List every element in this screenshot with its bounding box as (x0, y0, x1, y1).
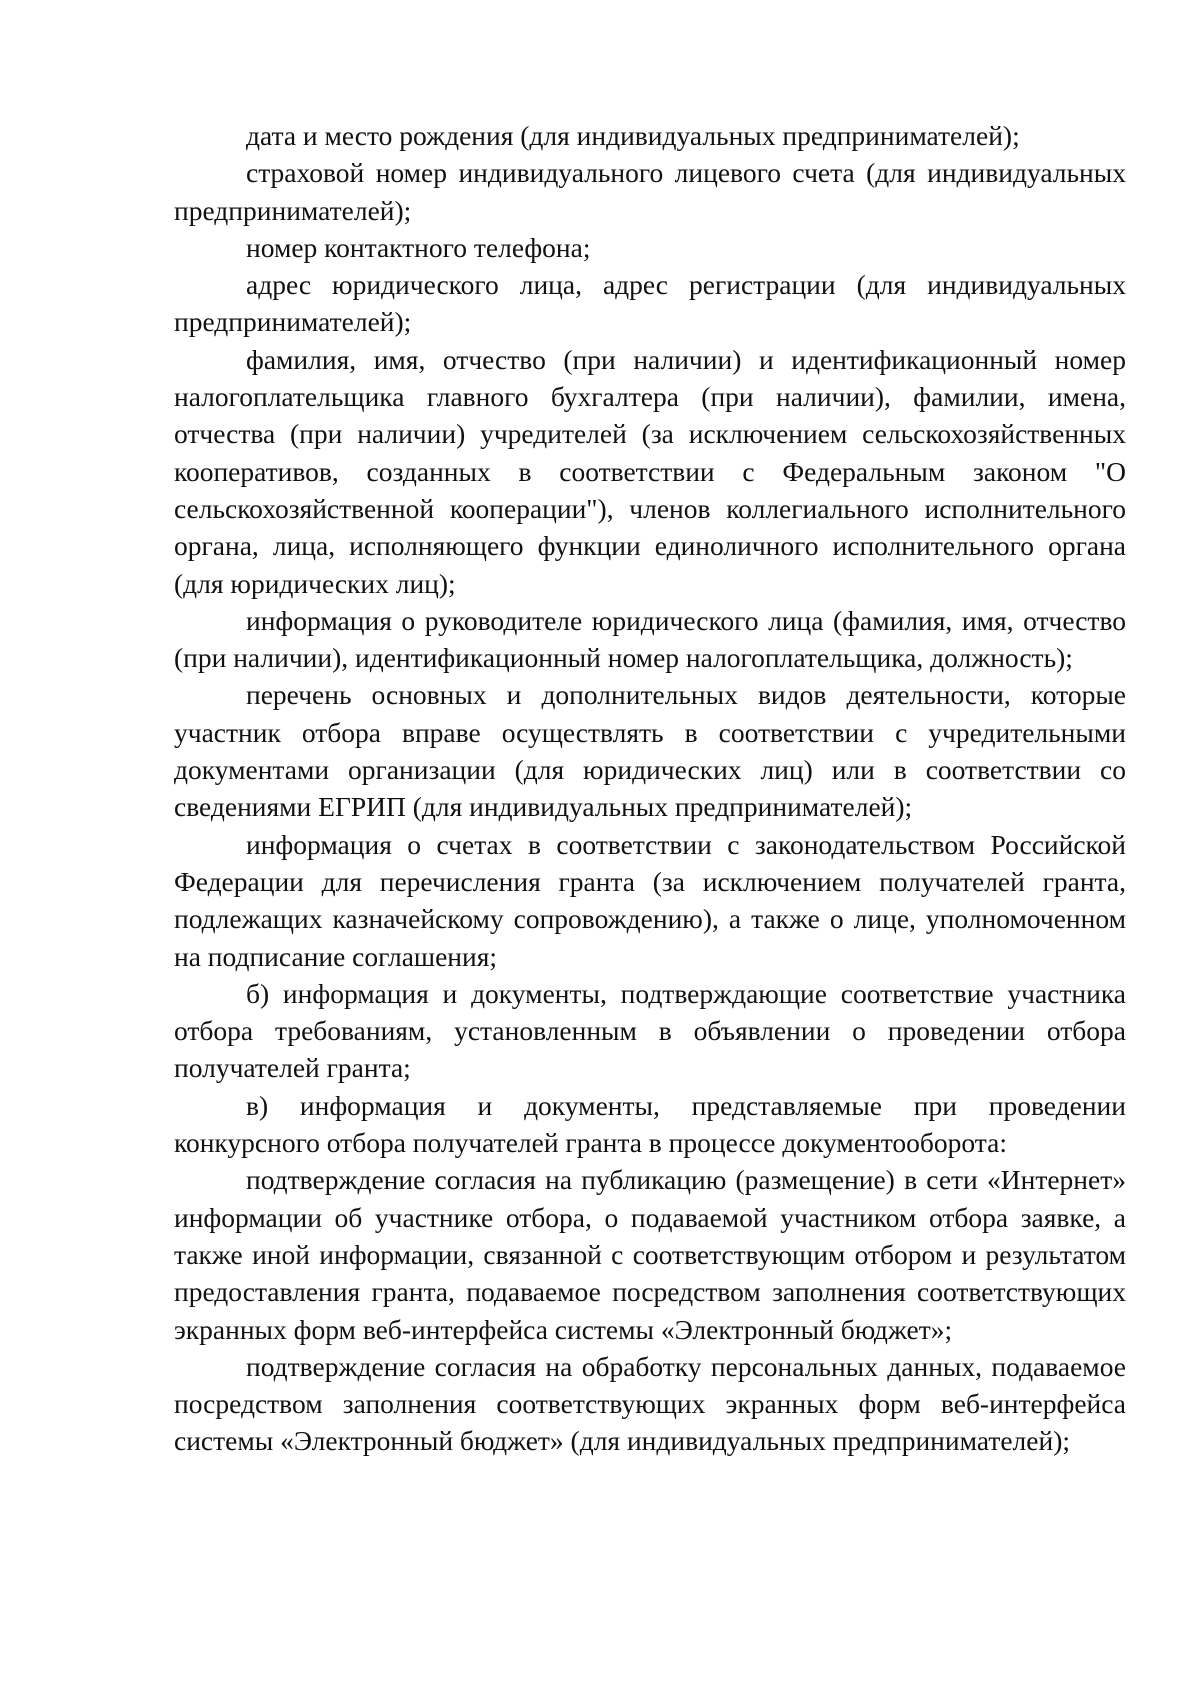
paragraph-bank-accounts: информация о счетах в соответствии с законодательством Российской Федерации для перечисления гранта (за исключением получателей гранта, подлежащих казначейскому сопровождению), а также о лице, уполномоченном на подписание соглашения; (174, 828, 1126, 972)
paragraph-director-info: информация о руководителе юридического лица (фамилия, имя, отчество (при наличии), идентификационный номер налогоплательщика, должность); (174, 604, 1126, 674)
paragraph-birth-date: дата и место рождения (для индивидуальных предпринимателей); (246, 120, 1020, 151)
paragraph-insurance-number: страховой номер индивидуального лицевого счета (для индивидуальных предпринимателей); (174, 157, 1126, 226)
paragraph-address: адрес юридического лица, адрес регистрации (для индивидуальных предпринимателей); (174, 269, 1126, 338)
paragraph-item-b: б) информация и документы, подтверждающие соответствие участника отбора требованиям, установленным в объявлении о проведении отбора получателей гранта; (174, 977, 1126, 1084)
paragraph-publication-consent: подтверждение согласия на публикацию (размещение) в сети «Интернет» информации об участнике отбора, о подаваемой участником отбора заявке, а также иной информации, связанной с соответствующим отбором и результатом предоставления гранта, подаваемое посредством заполнения соответствующих экранных форм веб-интерфейса системы «Электронный бюджет»; (174, 1164, 1126, 1345)
paragraph-phone-number: номер контактного телефона; (246, 231, 591, 263)
paragraph-personal-data-consent: подтверждение согласия на обработку персональных данных, подаваемое посредством заполнения соответствующих экранных форм веб-интерфейса системы «Электронный бюджет» (для индивидуальных предпринимателей); (174, 1350, 1126, 1457)
paragraph-activity-types: перечень основных и дополнительных видов деятельности, которые участник отбора вправе осуществлять в соответствии с учредительными документами организации (для юридических лиц) или в соответствии со сведениями ЕГРИП (для индивидуальных предпринимателей); (174, 679, 1126, 823)
paragraph-founders-info: фамилия, имя, отчество (при наличии) и идентификационный номер налогоплательщика главного бухгалтера (при наличии), фамилии, имена, отчества (при наличии) учредителей (за исключением сельскохозяйственных кооперативов, созданных в соответствии с Федеральным законом "О сельскохозяйственной кооперации"), членов коллегиального исполнительного органа, лица, исполняющего функции единоличного исполнительного органа (для юридических лиц); (174, 343, 1126, 599)
paragraph-item-v: в) информация и документы, представляемые при проведении конкурсного отбора получателей гранта в процессе документооборота: (174, 1089, 1126, 1159)
document-body (174, 117, 1126, 1460)
